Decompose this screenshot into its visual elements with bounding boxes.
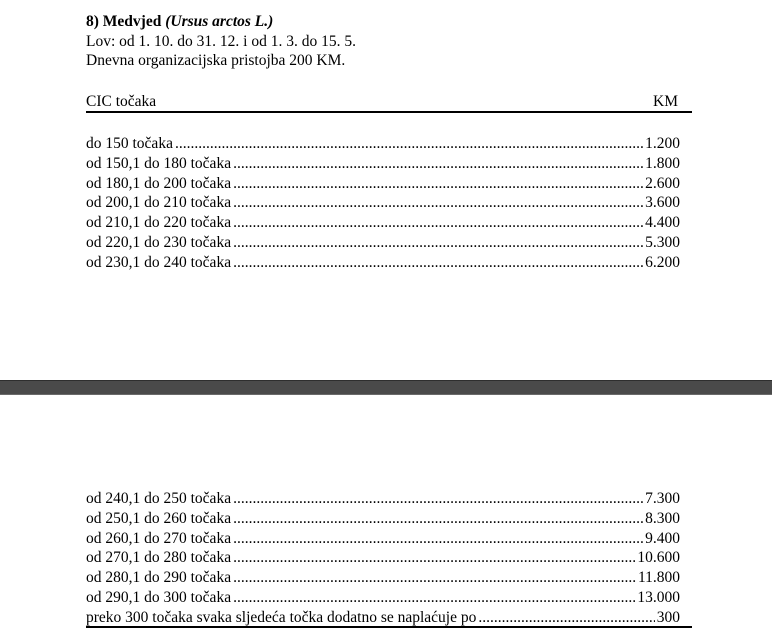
- dot-leader: [233, 509, 643, 528]
- row-value: 1.200: [645, 135, 680, 152]
- table-row: [86, 509, 680, 529]
- row-label: od 240,1 do 250 točaka: [86, 490, 232, 507]
- row-label: preko 300 točaka svaka sljedeća točka dodatno se naplaćuje po: [86, 608, 477, 626]
- table-row: [86, 233, 680, 253]
- row-value: 6.200: [645, 253, 680, 271]
- section-number: 8): [86, 13, 99, 30]
- dot-leader: [233, 548, 635, 567]
- row-label: od 280,1 do 290 točaka: [86, 569, 232, 587]
- row-label: od 200,1 do 210 točaka: [86, 194, 232, 212]
- row-value: 9.400: [645, 529, 680, 547]
- table-row: [86, 529, 680, 549]
- row-label: od 290,1 do 300 točaka: [86, 589, 232, 606]
- species-name: Medvjed: [102, 13, 162, 30]
- row-value: 300: [656, 608, 680, 626]
- row-label: od 150,1 do 180 točaka: [86, 154, 232, 172]
- row-label: od 180,1 do 200 točaka: [86, 174, 232, 192]
- row-value: 2.600: [645, 174, 680, 192]
- dot-leader: [233, 568, 636, 587]
- dot-leader: [233, 193, 643, 212]
- row-label: od 250,1 do 260 točaka: [86, 509, 232, 527]
- page-separator: [0, 380, 772, 395]
- section-title: [86, 12, 273, 31]
- table-row: [86, 588, 680, 608]
- table-row: [86, 154, 680, 174]
- row-label: od 270,1 do 280 točaka: [86, 549, 232, 567]
- dot-leader: [233, 588, 635, 607]
- dot-leader: [233, 174, 643, 193]
- table-row: [86, 213, 680, 233]
- row-value: 3.600: [645, 194, 680, 212]
- dot-leader: [233, 253, 643, 272]
- row-label: od 260,1 do 270 točaka: [86, 529, 232, 547]
- species-latin-name: (Ursus arctos L.): [165, 13, 274, 30]
- row-value: 5.300: [645, 234, 680, 251]
- row-label: od 230,1 do 240 točaka: [86, 253, 232, 271]
- daily-fee: Dnevna organizacijska pristojba 200 KM.: [86, 52, 346, 69]
- column-header-km: KM: [653, 93, 678, 110]
- row-label: do 150 točaka: [86, 135, 173, 152]
- row-value: 10.600: [637, 549, 680, 567]
- dot-leader: [233, 233, 643, 252]
- table-bottom-rule: [86, 626, 692, 628]
- column-header-points: CIC točaka: [86, 93, 157, 110]
- table-row: [86, 568, 680, 588]
- table-row: [86, 489, 680, 509]
- dot-leader: [233, 529, 643, 548]
- row-value: 8.300: [645, 509, 680, 527]
- table-row: [86, 548, 680, 568]
- row-value: 7.300: [645, 490, 680, 507]
- table-row: [86, 608, 680, 628]
- dot-leader: [233, 154, 643, 173]
- table-row: [86, 193, 680, 213]
- dot-leader: [233, 489, 643, 508]
- row-value: 4.400: [645, 214, 680, 232]
- table-row: [86, 253, 680, 273]
- row-label: od 220,1 do 230 točaka: [86, 234, 232, 251]
- dot-leader: [233, 213, 643, 232]
- row-value: 13.000: [637, 589, 680, 606]
- row-value: 1.800: [645, 154, 680, 172]
- table-row: [86, 134, 680, 154]
- row-label: od 210,1 do 220 točaka: [86, 214, 232, 232]
- row-value: 11.800: [637, 569, 680, 587]
- hunting-season: Lov: od 1. 10. do 31. 12. i od 1. 3. do 15. 5.: [86, 33, 356, 50]
- dot-leader: [478, 608, 654, 627]
- table-header: [86, 92, 692, 113]
- dot-leader: [175, 134, 643, 153]
- table-row: [86, 174, 680, 194]
